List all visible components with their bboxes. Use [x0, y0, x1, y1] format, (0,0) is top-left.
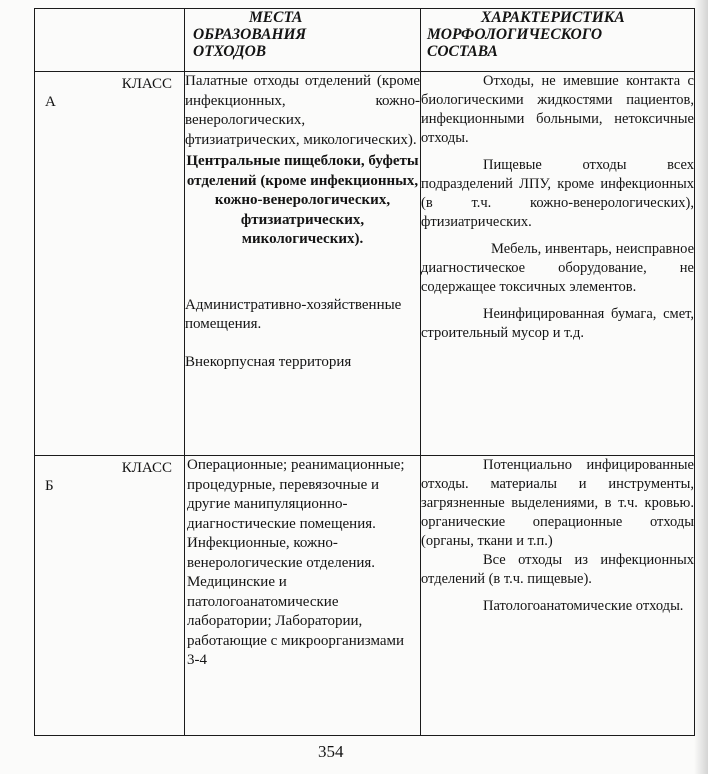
place-item: Внекорпусная территория [185, 353, 352, 370]
page-edge-shadow [694, 0, 708, 774]
places-cell-a [185, 72, 421, 456]
header-places-line: МЕСТА [249, 9, 303, 26]
header-characteristics-line: ХАРАКТЕРИСТИКА [481, 9, 625, 26]
place-item: Операционные; реанимационные; процедурные, перевязочные и другие манипуляционно-диагностические помещения. [187, 457, 405, 532]
header-empty-cell [35, 9, 185, 72]
page-number: 354 [318, 742, 344, 761]
place-item: Центральные пищеблоки, буфеты отделений (кроме инфекционных, кожно-венерологических, фтизиатрических, микологических). [186, 153, 419, 247]
class-word: КЛАСС [121, 460, 172, 476]
header-places-line: ОТХОДОВ [193, 43, 267, 60]
class-cell-a [35, 72, 185, 456]
class-letter: А [45, 94, 56, 110]
header-row [35, 9, 695, 72]
characteristic-item: Отходы, не имевшие контакта с биологическими жидкостями пациентов, инфекционными больными, нетоксичные отходы. [421, 73, 694, 146]
header-characteristics [421, 9, 695, 72]
place-item: Палатные отходы отделений (кроме инфекционных, кожно-венерологических, фтизиатрических, микологических). [185, 73, 420, 148]
characteristics-cell-a [421, 72, 695, 456]
table-row-class-a [35, 72, 695, 456]
header-characteristics-line: СОСТАВА [427, 43, 498, 60]
characteristics-cell-b [421, 456, 695, 736]
place-item: Медицинские и патологоанатомические лаборатории; Лаборатории, работающие с микроорганизмами 3-4 [187, 574, 405, 668]
place-item: Административно-хозяйственные помещения. [185, 296, 402, 332]
class-letter: Б [45, 478, 54, 494]
class-word: КЛАСС [121, 76, 172, 92]
class-cell-b [35, 456, 185, 736]
characteristic-item: Мебель, инвентарь, неисправное диагностическое оборудование, не содержащее токсичных элементов. [421, 241, 694, 295]
characteristic-item: Пищевые отходы всех подразделений ЛПУ, кроме инфекционных (в т.ч. кожно-венерологических), фтизиатрических. [421, 157, 694, 230]
places-cell-b [185, 456, 421, 736]
header-places [185, 9, 421, 72]
characteristic-item: Неинфицированная бумага, смет, строительный мусор и т.д. [421, 306, 694, 341]
characteristic-item: Потенциально инфицированные отходы. материалы и инструменты, загрязненные выделениями, в т.ч. кровью. органические операционные отходы (органы, ткани и т.п.) [421, 457, 694, 549]
waste-classification-table [34, 8, 695, 736]
table-row-class-b [35, 456, 695, 736]
characteristic-item: Все отходы из инфекционных отделений (в т.ч. пищевые). [421, 552, 694, 587]
header-characteristics-line: МОРФОЛОГИЧЕСКОГО [427, 26, 603, 43]
place-item: Инфекционные, кожно-венерологические отделения. [187, 535, 376, 571]
characteristic-item: Патологоанатомические отходы. [483, 598, 684, 614]
header-places-line: ОБРАЗОВАНИЯ [193, 26, 307, 43]
